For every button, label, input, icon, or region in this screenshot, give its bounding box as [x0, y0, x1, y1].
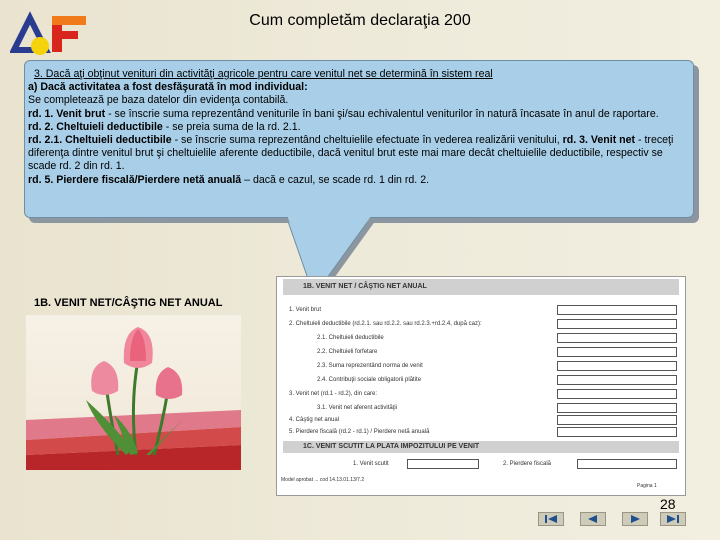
form-input-cell — [557, 403, 677, 413]
page-number: 28 — [660, 496, 676, 512]
form-header-2: 1C. VENIT SCUTIT LA PLATA IMPOZITULUI PE VENIT — [283, 441, 679, 453]
form-input-cell — [557, 347, 677, 357]
form-input-cell — [577, 459, 677, 469]
nav-previous-button[interactable] — [580, 512, 606, 526]
form-row: 3.1. Venit net aferent activităţii — [317, 405, 398, 411]
declaration-form-preview — [276, 276, 686, 496]
callout-bubble — [24, 60, 696, 300]
callout-row-2: rd. 2. Cheltuieli deductibile - se preia suma de la rd. 2.1. — [28, 120, 301, 133]
form-input-cell — [557, 375, 677, 385]
callout-row-5: rd. 5. Pierdere fiscală/Pierdere netă anuală – dacă e cazul, se scade rd. 1 din rd. 2. — [28, 173, 430, 186]
form-input-cell — [557, 333, 677, 343]
callout-text — [28, 68, 688, 187]
form-input-cell — [557, 415, 677, 425]
form-input-cell — [557, 361, 677, 371]
callout-line: Se completează pe baza datelor din evidenţa contabilă. — [28, 94, 289, 107]
form-row: 2.1. Cheltuieli deductibile — [317, 335, 384, 341]
callout-row-2-1: rd. 2.1. Cheltuieli deductibile - se înscrie suma reprezentând cheltuielile efectuate în vederea realizării venitului, rd. 3. Venit net - treceţi diferenţa dintre venitul brut şi cheltuielile aferente deductibile, dacă venitul brut este mai mare decât cheltuielile deductibile, respectiv se scade rd. 2 din rd. 1. — [28, 134, 674, 173]
form-row: 5. Pierdere fiscală (rd.2 - rd.1) / Pierdere netă anuală — [289, 429, 430, 435]
form-row: 2.4. Contribuţii sociale obligatorii plătite — [317, 377, 422, 383]
section-label: 1B. VENIT NET/CÂŞTIG NET ANUAL — [34, 297, 223, 309]
form-row: 1. Venit brut — [289, 307, 322, 313]
tulip-image — [26, 315, 241, 470]
callout-heading: 3. Dacă aţi obţinut venituri din activităţi agricole pentru care venitul net se determină în sistem real — [34, 68, 493, 80]
callout-row-1: rd. 1. Venit brut - se înscrie suma reprezentând veniturile în bani şi/sau echivalentul veniturilor în natură încasate în anul de raportare. — [28, 107, 659, 120]
form-row: 2.2. Cheltuieli forfetare — [317, 349, 378, 355]
form-page-note: Pagina 1 — [637, 483, 657, 489]
nav-next-button[interactable] — [622, 512, 648, 526]
skip-forward-icon — [661, 513, 685, 525]
form-row: 4. Câştig net anual — [289, 417, 340, 423]
form-row: 2. Cheltuieli deductibile (rd.2.1. sau rd.2.2. sau rd.2.3.+rd.2.4, după caz): — [289, 321, 482, 327]
form-row: 1. Venit scutit — [353, 461, 389, 467]
form-input-cell — [557, 427, 677, 437]
callout-subheading: a) Dacă activitatea a fost desfăşurată în mod individual: — [28, 81, 308, 94]
skip-back-icon — [539, 513, 563, 525]
triangle-left-icon — [581, 513, 605, 525]
form-input-cell — [557, 389, 677, 399]
page-title: Cum completăm declaraţia 200 — [249, 12, 471, 29]
form-footer-note: Model aprobat ... cod 14.13.01.13/7.2 — [281, 477, 365, 483]
form-input-cell — [557, 305, 677, 315]
nav-first-button[interactable] — [538, 512, 564, 526]
form-input-cell — [557, 319, 677, 329]
form-input-cell — [407, 459, 479, 469]
form-row: 2.3. Suma reprezentând norma de venit — [317, 363, 423, 369]
triangle-right-icon — [623, 513, 647, 525]
nav-last-button[interactable] — [660, 512, 686, 526]
form-row: 3. Venit net (rd.1 - rd.2), din care: — [289, 391, 378, 397]
form-header: 1B. VENIT NET / CÂŞTIG NET ANUAL — [283, 279, 679, 295]
form-row: 2. Pierdere fiscală — [503, 461, 552, 467]
